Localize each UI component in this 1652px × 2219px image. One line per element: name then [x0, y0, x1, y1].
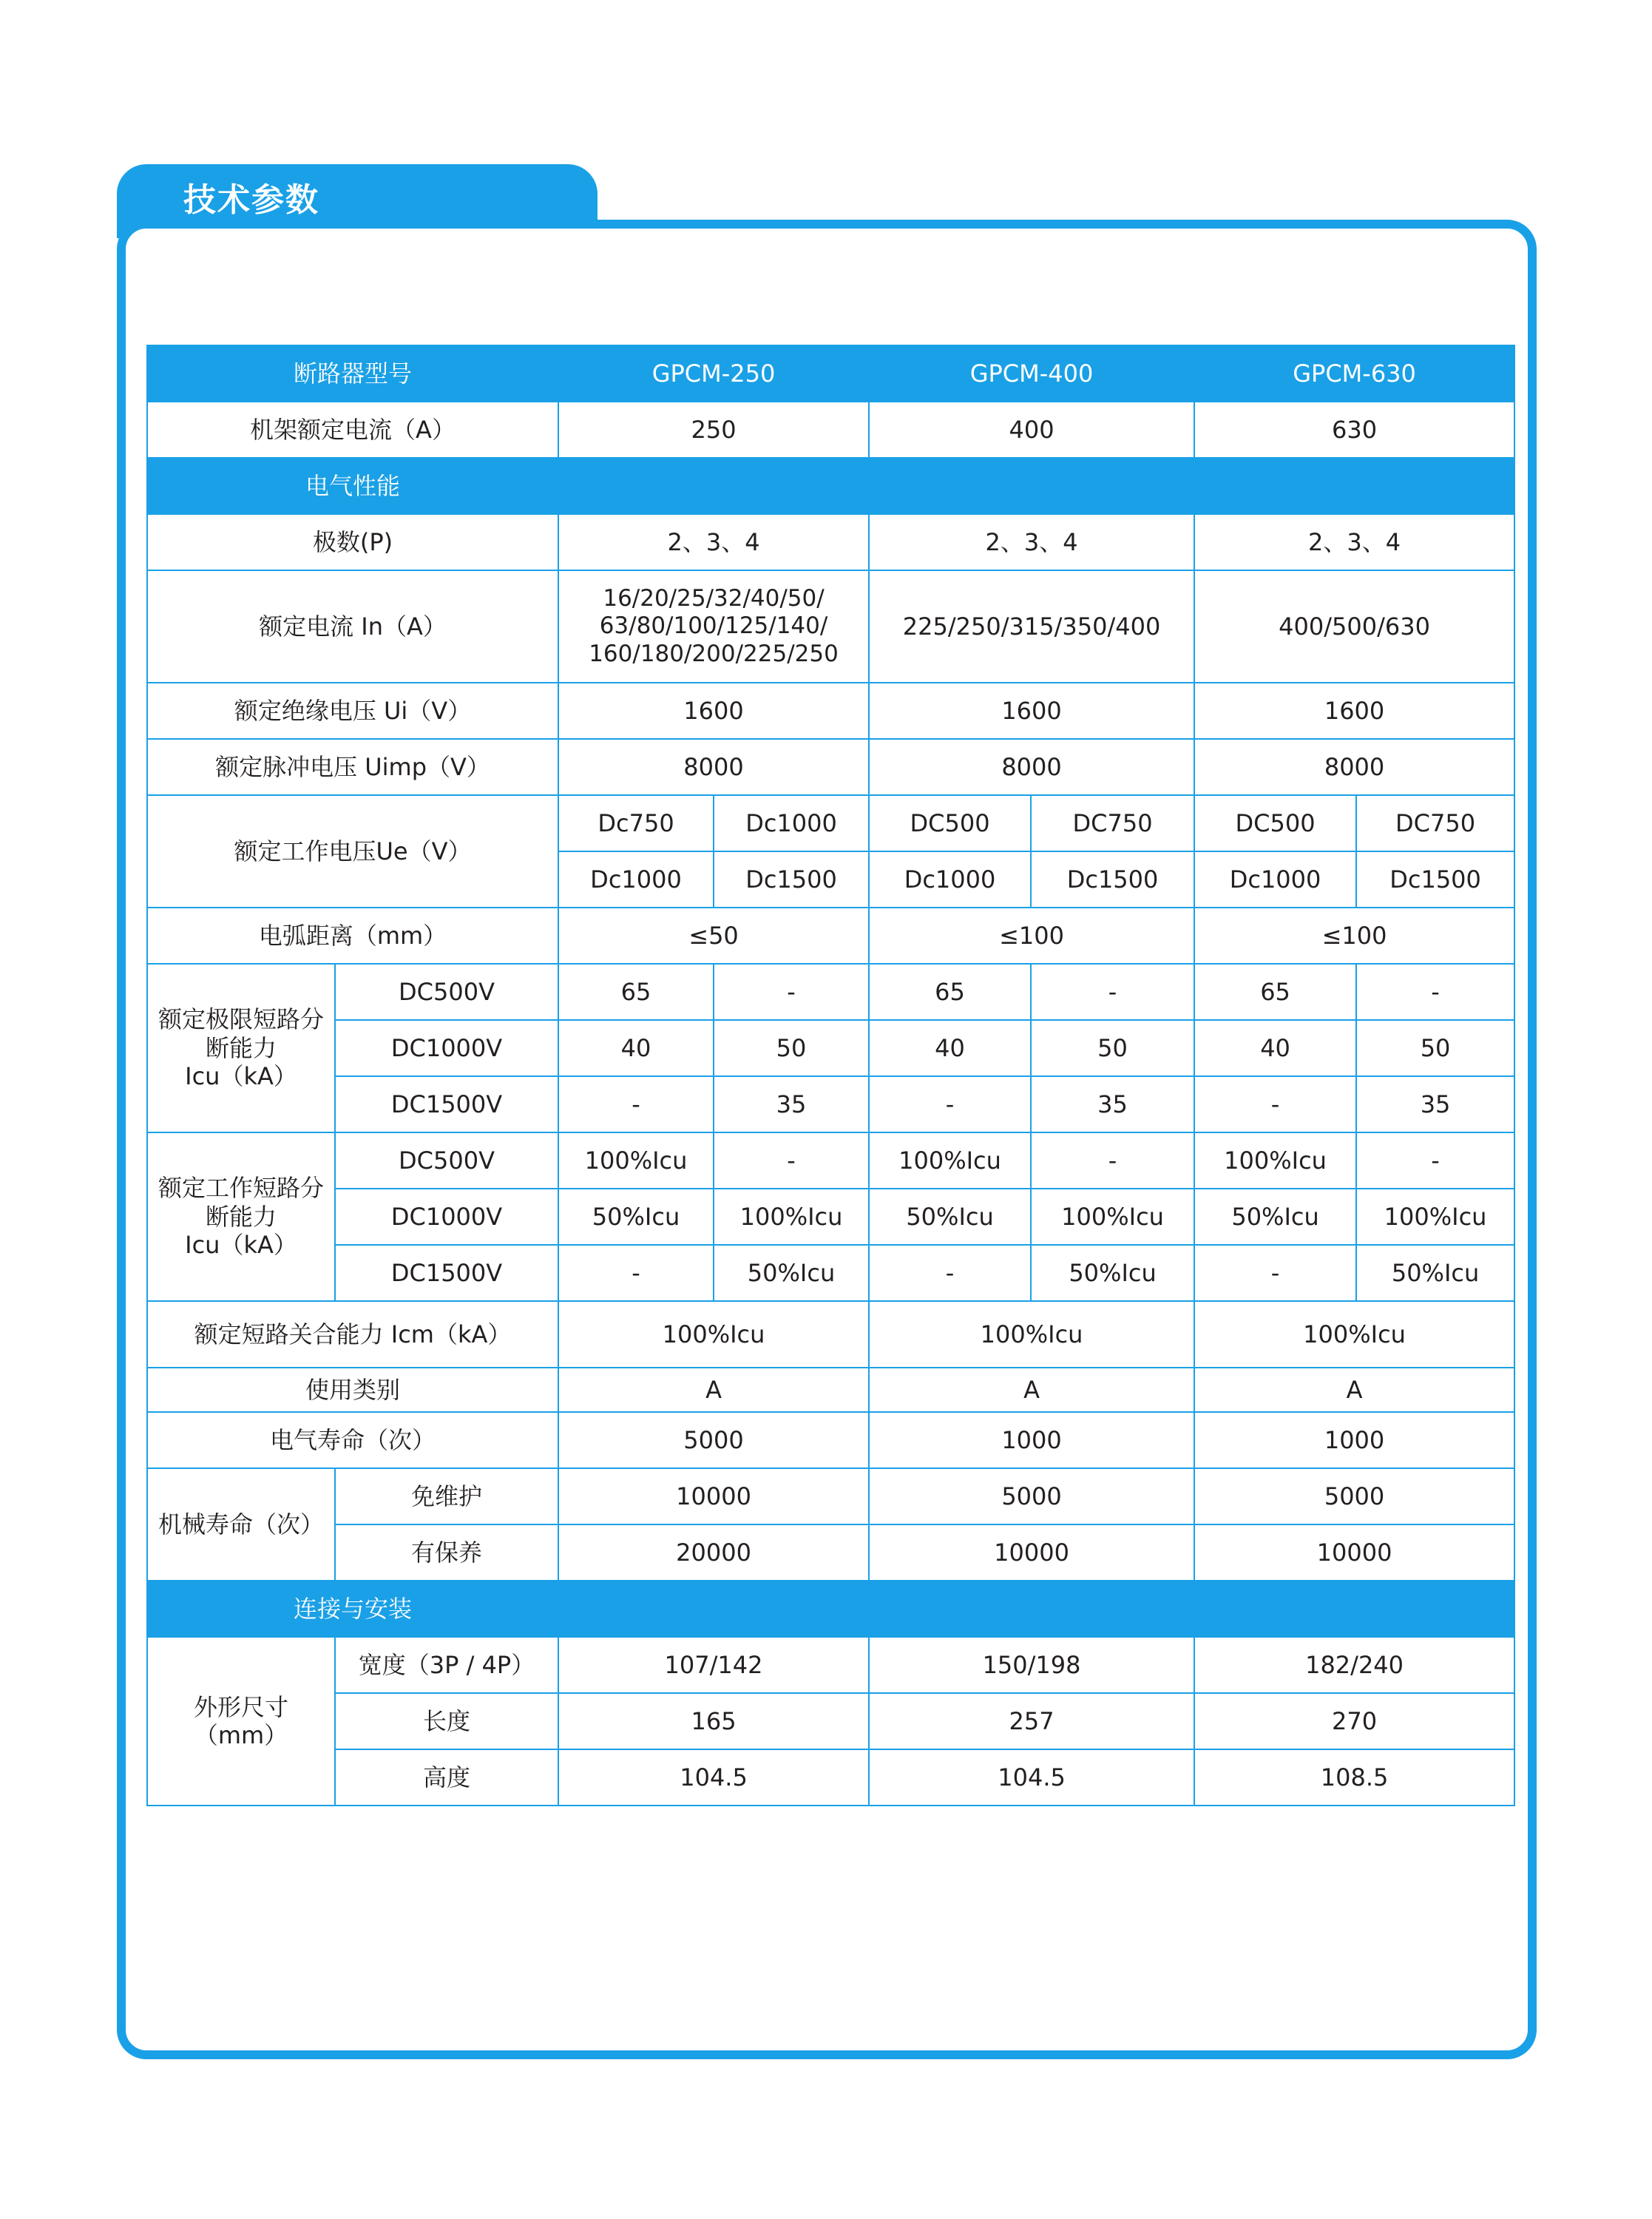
value-cell: Dc750: [558, 795, 714, 851]
value-cell: 107/142: [558, 1637, 869, 1693]
value-cell: 100%Icu: [1031, 1189, 1194, 1245]
value-cell: 257: [869, 1693, 1194, 1749]
value-cell: 65: [1194, 964, 1356, 1020]
label-line: 外形尺寸: [193, 1692, 288, 1721]
value-cell: 40: [558, 1020, 714, 1076]
value-cell: 50%Icu: [1031, 1245, 1194, 1301]
poles-row: [147, 514, 1514, 570]
section-blank: [558, 1581, 1514, 1637]
row-label: 额定电流 In（A）: [147, 570, 558, 683]
value-cell: 10000: [558, 1468, 869, 1524]
sub-label: 免维护: [335, 1468, 558, 1524]
voltage-cell: DC500V: [335, 1132, 558, 1189]
sub-label: 宽度（3P / 4P）: [335, 1637, 558, 1693]
value-cell: 2、3、4: [869, 514, 1194, 570]
value-cell: 50%Icu: [1356, 1245, 1514, 1301]
icm-row: [147, 1301, 1514, 1368]
model-header: GPCM-630: [1194, 345, 1514, 402]
value-cell: 100%Icu: [558, 1132, 714, 1189]
ics-row: [147, 1189, 1514, 1245]
row-label: [147, 964, 335, 1132]
value-cell: 225/250/315/350/400: [869, 570, 1194, 683]
value-cell: Dc1000: [558, 851, 714, 908]
value-cell: -: [1194, 1245, 1356, 1301]
value-cell: 100%Icu: [869, 1301, 1194, 1368]
value-cell: Dc1500: [714, 851, 869, 908]
icu-row: [147, 964, 1514, 1020]
row-label: 电气寿命（次）: [147, 1412, 558, 1468]
label-line: 断能力: [205, 1202, 277, 1231]
section-row-install: [147, 1581, 1514, 1637]
value-cell: 8000: [869, 739, 1194, 795]
section-label: 电气性能: [147, 458, 558, 514]
value-cell: 65: [869, 964, 1031, 1020]
ue-row: [147, 795, 1514, 851]
value-cell: 182/240: [1194, 1637, 1514, 1693]
spec-table: [146, 345, 1515, 1806]
ics-row: [147, 1245, 1514, 1301]
ics-row: [147, 1132, 1514, 1189]
value-cell: 104.5: [869, 1749, 1194, 1806]
value-cell: A: [869, 1368, 1194, 1412]
value-cell: DC750: [1031, 795, 1194, 851]
value-cell: 10000: [869, 1524, 1194, 1581]
section-title: 技术参数: [183, 181, 319, 219]
value-cell: [558, 570, 869, 683]
section-label: 连接与安装: [147, 1581, 558, 1637]
value-cell: 5000: [869, 1468, 1194, 1524]
value-cell: Dc1500: [1356, 851, 1514, 908]
value-cell: 50%Icu: [869, 1189, 1031, 1245]
label-line: 额定工作短路分: [158, 1174, 324, 1203]
value-cell: 50: [714, 1020, 869, 1076]
label-line: （mm）: [194, 1721, 288, 1749]
value-cell: 50%Icu: [714, 1245, 869, 1301]
value-cell: 270: [1194, 1693, 1514, 1749]
value-cell: -: [714, 1132, 869, 1189]
sub-label: 有保养: [335, 1524, 558, 1581]
value-cell: 630: [1194, 402, 1514, 458]
row-label: 额定脉冲电压 Uimp（V）: [147, 739, 558, 795]
label-line: Icu（kA）: [185, 1062, 297, 1091]
value-cell: 108.5: [1194, 1749, 1514, 1806]
header-row: [147, 345, 1514, 402]
label-line: Icu（kA）: [185, 1231, 297, 1260]
value-cell: Dc1000: [1194, 851, 1356, 908]
label-line: 额定极限短路分: [158, 1005, 324, 1034]
row-label: 额定绝缘电压 Ui（V）: [147, 683, 558, 739]
value-cell: 100%Icu: [1194, 1132, 1356, 1189]
row-label: 额定工作电压Ue（V）: [147, 795, 558, 908]
value-cell: DC500: [1194, 795, 1356, 851]
value-cell: 35: [1031, 1076, 1194, 1132]
value-cell: 100%Icu: [1194, 1301, 1514, 1368]
value-cell: 50%Icu: [558, 1189, 714, 1245]
value-cell: 150/198: [869, 1637, 1194, 1693]
value-cell: 100%Icu: [869, 1132, 1031, 1189]
value-cell: -: [714, 964, 869, 1020]
value-cell: ≤100: [1194, 908, 1514, 964]
category-row: [147, 1368, 1514, 1412]
value-cell: -: [869, 1245, 1031, 1301]
value-cell: 1000: [869, 1412, 1194, 1468]
value-cell: Dc1500: [1031, 851, 1194, 908]
value-cell: 5000: [1194, 1468, 1514, 1524]
dimension-row: [147, 1693, 1514, 1749]
value-cell: 20000: [558, 1524, 869, 1581]
rated-current-row: [147, 570, 1514, 683]
value-cell: -: [869, 1076, 1031, 1132]
icu-row: [147, 1020, 1514, 1076]
value-cell: 40: [1194, 1020, 1356, 1076]
value-cell: 8000: [558, 739, 869, 795]
value-cell: -: [1356, 964, 1514, 1020]
value-cell: 400: [869, 402, 1194, 458]
value-cell: 35: [714, 1076, 869, 1132]
voltage-cell: DC1500V: [335, 1245, 558, 1301]
value-cell: 1600: [1194, 683, 1514, 739]
value-cell: 1000: [1194, 1412, 1514, 1468]
value-cell: -: [1356, 1132, 1514, 1189]
dimension-row: [147, 1637, 1514, 1693]
row-label: 电弧距离（mm）: [147, 908, 558, 964]
ui-row: [147, 683, 1514, 739]
voltage-cell: DC500V: [335, 964, 558, 1020]
value-cell: 1600: [558, 683, 869, 739]
value-cell: 40: [869, 1020, 1031, 1076]
value-cell: 50: [1356, 1020, 1514, 1076]
icu-row: [147, 1076, 1514, 1132]
value-cell: 8000: [1194, 739, 1514, 795]
value-cell: DC750: [1356, 795, 1514, 851]
value-cell: 100%Icu: [1356, 1189, 1514, 1245]
value-cell: Dc1000: [714, 795, 869, 851]
mech-life-row: [147, 1468, 1514, 1524]
header-label: 断路器型号: [147, 345, 558, 402]
value-line: 63/80/100/125/140/: [599, 612, 828, 640]
dimension-row: [147, 1749, 1514, 1806]
value-cell: 50: [1031, 1020, 1194, 1076]
value-cell: 100%Icu: [714, 1189, 869, 1245]
value-cell: -: [558, 1245, 714, 1301]
sub-label: 长度: [335, 1693, 558, 1749]
row-label: 机械寿命（次）: [147, 1468, 335, 1581]
row-label: 极数(P): [147, 514, 558, 570]
arc-row: [147, 908, 1514, 964]
row-label: 额定短路关合能力 Icm（kA）: [147, 1301, 558, 1368]
row-label: [147, 1637, 335, 1806]
value-cell: 100%Icu: [558, 1301, 869, 1368]
model-header: GPCM-400: [869, 345, 1194, 402]
value-cell: A: [1194, 1368, 1514, 1412]
value-cell: -: [1031, 1132, 1194, 1189]
mech-life-row: [147, 1524, 1514, 1581]
value-cell: 104.5: [558, 1749, 869, 1806]
value-cell: 35: [1356, 1076, 1514, 1132]
value-cell: 165: [558, 1693, 869, 1749]
value-line: 160/180/200/225/250: [589, 640, 839, 667]
value-cell: 1600: [869, 683, 1194, 739]
label-line: 断能力: [205, 1033, 277, 1062]
voltage-cell: DC1500V: [335, 1076, 558, 1132]
value-cell: 2、3、4: [558, 514, 869, 570]
value-cell: A: [558, 1368, 869, 1412]
value-cell: 10000: [1194, 1524, 1514, 1581]
row-label: [147, 1132, 335, 1301]
value-cell: Dc1000: [869, 851, 1031, 908]
value-cell: 2、3、4: [1194, 514, 1514, 570]
voltage-cell: DC1000V: [335, 1189, 558, 1245]
section-row-electrical: [147, 458, 1514, 514]
row-label: 机架额定电流（A）: [147, 402, 558, 458]
value-cell: 65: [558, 964, 714, 1020]
value-cell: 250: [558, 402, 869, 458]
value-cell: 50%Icu: [1194, 1189, 1356, 1245]
section-blank: [558, 458, 1514, 514]
value-cell: -: [1031, 964, 1194, 1020]
model-header: GPCM-250: [558, 345, 869, 402]
value-line: 16/20/25/32/40/50/: [603, 585, 825, 612]
frame-current-row: [147, 402, 1514, 458]
sub-label: 高度: [335, 1749, 558, 1806]
row-label: 使用类别: [147, 1368, 558, 1412]
elec-life-row: [147, 1412, 1514, 1468]
value-cell: ≤50: [558, 908, 869, 964]
value-cell: 5000: [558, 1412, 869, 1468]
value-cell: -: [558, 1076, 714, 1132]
value-cell: ≤100: [869, 908, 1194, 964]
value-cell: -: [1194, 1076, 1356, 1132]
value-cell: DC500: [869, 795, 1031, 851]
value-cell: 400/500/630: [1194, 570, 1514, 683]
voltage-cell: DC1000V: [335, 1020, 558, 1076]
uimp-row: [147, 739, 1514, 795]
